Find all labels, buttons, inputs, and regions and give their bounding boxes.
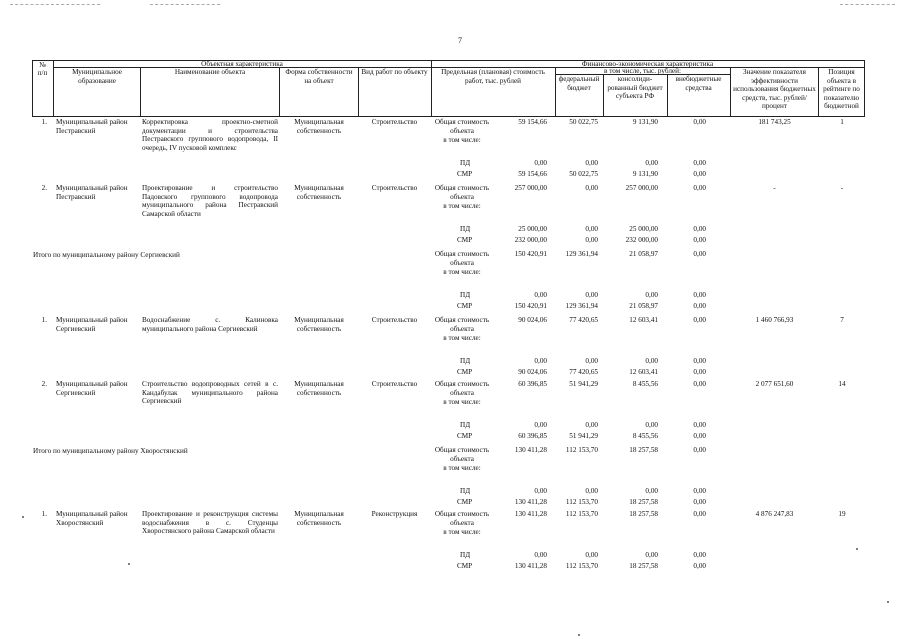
total-value: 0,00 [693,446,706,454]
in-that-label: в том числе: [443,202,481,210]
total-value: 0,00 [693,184,706,192]
total-value: 12 603,41 [629,316,658,324]
object-label: объекта [450,127,474,135]
pd-value: 0,00 [534,159,547,167]
total-value: 50 022,75 [569,118,598,126]
total-value: 9 131,90 [632,118,658,126]
work-type-cell: Строительство [371,316,418,324]
total-value: 60 396,85 [518,380,547,388]
total-value: 77 420,65 [569,316,598,324]
smr-value: 0,00 [693,432,706,440]
efficiency-cell: - [773,184,776,192]
pd-label: ПД [460,487,471,495]
object-name-cell: Корректировка проектно-сметной документации и строительства Пестравского группового водопровода, II очередь, IV пусковой комплекс [142,118,278,152]
smr-value: 0,00 [693,302,706,310]
in-that-label: в том числе: [443,268,481,276]
pd-value: 0,00 [645,487,658,495]
total-cost-label: Общая стоимость [434,316,490,324]
objective-group-header: Объектная характеристика [201,60,283,68]
pd-value: 0,00 [585,487,598,495]
smr-value: 0,00 [693,170,706,178]
object-name-header: Наименование объекта [174,68,246,76]
pd-value: 0,00 [645,357,658,365]
total-value: 90 024,06 [518,316,547,324]
smr-label: СМР [457,562,473,570]
in-that-label: в том числе: [443,136,481,144]
total-value: 0,00 [693,380,706,388]
smr-value: 130 411,28 [514,498,547,506]
smr-value: 129 361,94 [565,302,598,310]
pd-label: ПД [460,357,471,365]
total-value: 130 411,28 [514,510,547,518]
smr-value: 77 420,65 [569,368,598,376]
including-header: в том числе, тыс. рублей: [604,67,681,75]
smr-value: 12 603,41 [629,368,658,376]
pd-value: 0,00 [693,487,706,495]
total-cost-label: Общая стоимость [434,380,490,388]
total-value: 0,00 [693,250,706,258]
in-that-label: в том числе: [443,528,481,536]
total-value: 0,00 [585,184,598,192]
extrabudget-header: внебюджетные средства [675,75,722,92]
total-value: 0,00 [693,316,706,324]
financial-group-header: Финансово-экономическая характеристика [581,60,714,68]
smr-value: 112 153,70 [565,498,598,506]
scan-artifact-line [10,4,100,5]
smr-value: 0,00 [693,368,706,376]
work-type-cell: Строительство [371,184,418,192]
smr-label: СМР [457,302,473,310]
scan-artifact-speck [128,563,130,565]
scan-artifact-speck [887,601,889,603]
ownership-cell: Муниципальная собственность [294,316,344,333]
federal-header: федеральный бюджет [558,75,600,92]
pd-value: 25 000,00 [518,225,547,233]
work-type-cell: Строительство [371,118,418,126]
in-that-label: в том числе: [443,464,481,472]
pd-value: 25 000,00 [629,225,658,233]
scan-artifact-line [150,4,220,5]
row-number: 1. [41,510,47,518]
in-that-label: в том числе: [443,398,481,406]
efficiency-cell: 2 077 651,60 [755,380,794,388]
municipality-cell: Муниципальный район Пестравский [56,118,128,135]
ownership-cell: Муниципальная собственность [294,380,344,397]
pd-value: 0,00 [645,421,658,429]
pd-label: ПД [460,551,471,559]
smr-value: 90 024,06 [518,368,547,376]
work-type-cell: Реконструкция [371,510,418,518]
pd-value: 0,00 [585,357,598,365]
pd-value: 0,00 [693,291,706,299]
smr-label: СМР [457,236,473,244]
total-cost-label: Общая стоимость [434,250,490,258]
total-cost-label: Общая стоимость [434,118,490,126]
total-value: 8 455,56 [632,380,658,388]
total-cost-label: Общая стоимость [434,184,490,192]
pd-value: 0,00 [645,551,658,559]
efficiency-header: Значение показателя эффективности использования бюджетных средств, тыс. рублей/процент [733,68,816,111]
smr-value: 18 257,58 [629,498,658,506]
efficiency-cell: 4 876 247,83 [755,510,794,518]
col-pp-header: п/п [37,69,48,77]
pd-value: 0,00 [693,551,706,559]
pd-value: 0,00 [585,225,598,233]
municipality-header: Муниципальное образование [72,68,122,85]
position-cell: - [840,184,844,192]
municipality-cell: Муниципальный район Сергиевский [56,316,128,333]
ownership-cell: Муниципальная собственность [294,184,344,201]
ownership-cell: Муниципальная собственность [294,118,344,135]
pd-value: 0,00 [693,225,706,233]
pd-value: 0,00 [585,291,598,299]
scan-artifact-speck [578,634,580,636]
object-name-cell: Проектирование и строительство Падовского группового водопровода муниципального района Пестравский Самарской области [142,184,278,218]
pd-value: 0,00 [585,421,598,429]
total-cost-label: Общая стоимость [434,446,490,454]
row-number: 2. [41,380,47,388]
total-value: 0,00 [693,118,706,126]
smr-label: СМР [457,498,473,506]
pd-value: 0,00 [693,159,706,167]
municipality-cell: Муниципальный район Пестравский [56,184,128,201]
ownership-cell: Муниципальная собственность [294,510,344,527]
pd-value: 0,00 [693,357,706,365]
smr-value: 0,00 [693,236,706,244]
smr-value: 150 420,91 [514,302,547,310]
total-value: 129 361,94 [565,250,598,258]
position-cell: 1 [840,118,844,126]
pd-value: 0,00 [534,487,547,495]
total-value: 0,00 [693,510,706,518]
smr-value: 0,00 [693,498,706,506]
total-value: 51 941,29 [569,380,598,388]
pd-value: 0,00 [585,159,598,167]
total-value: 18 257,58 [629,446,658,454]
pd-value: 0,00 [645,159,658,167]
scan-artifact-speck [856,548,858,550]
pd-label: ПД [460,291,471,299]
efficiency-cell: 181 743,25 [758,118,791,126]
object-label: объекта [450,325,474,333]
object-label: объекта [450,519,474,527]
smr-value: 18 257,58 [629,562,658,570]
row-number: 1. [41,316,47,324]
smr-label: СМР [457,368,473,376]
pd-label: ПД [460,421,471,429]
in-that-label: в том числе: [443,334,481,342]
smr-value: 0,00 [693,562,706,570]
work-type-cell: Строительство [371,380,418,388]
smr-value: 0,00 [585,236,598,244]
pd-value: 0,00 [534,357,547,365]
object-label: объекта [450,455,474,463]
section-total-label: Итого по муниципальному району Хворостянский [33,447,188,455]
efficiency-cell: 1 460 766,93 [755,316,794,324]
object-name-cell: Строительство водопроводных сетей в с. Кандабулак муниципального района Сергиевский [142,380,278,406]
row-number: 1. [41,118,47,126]
consolidated-header: консолиди-рованный бюджет субъекта РФ [607,75,663,101]
total-value: 112 153,70 [565,510,598,518]
smr-value: 9 131,90 [632,170,658,178]
total-value: 59 154,66 [518,118,547,126]
planned-cost-header: Предельная (плановая) стоимость работ, тыс. рублей [441,68,545,85]
smr-value: 232 000,00 [514,236,547,244]
total-value: 21 058,97 [629,250,658,258]
object-label: объекта [450,259,474,267]
pd-value: 0,00 [693,421,706,429]
object-name-cell: Водоснабжение с. Калиновка муниципального района Сергиевский [142,316,278,333]
municipality-cell: Муниципальный район Сергиевский [56,380,128,397]
smr-value: 112 153,70 [565,562,598,570]
smr-label: СМР [457,432,473,440]
position-header: Позиция объекта в рейтинге по показателю бюджетной [823,68,860,111]
pd-value: 0,00 [534,291,547,299]
pd-value: 0,00 [534,551,547,559]
position-cell: 19 [838,510,846,518]
work-type-header: Вид работ по объекту [361,68,428,76]
municipality-cell: Муниципальный район Хворостянский [56,510,128,527]
pd-label: ПД [460,159,471,167]
page-number: 7 [458,36,462,45]
scan-artifact-line [840,4,895,5]
position-cell: 14 [838,380,846,388]
row-number: 2. [41,184,47,192]
smr-value: 50 022,75 [569,170,598,178]
col-number-header: № [39,61,46,69]
section-total-label: Итого по муниципальному району Сергиевский [33,251,180,259]
object-label: объекта [450,389,474,397]
object-name-cell: Проектирование и реконструкция системы водоснабжения в с. Студенцы Хворостянского района Самарской области [142,510,278,536]
smr-value: 59 154,66 [518,170,547,178]
pd-value: 0,00 [585,551,598,559]
total-cost-label: Общая стоимость [434,510,490,518]
pd-label: ПД [460,225,471,233]
total-value: 130 411,28 [514,446,547,454]
total-value: 18 257,58 [629,510,658,518]
position-cell: 7 [840,316,844,324]
smr-value: 51 941,29 [569,432,598,440]
total-value: 112 153,70 [565,446,598,454]
total-value: 257 000,00 [514,184,547,192]
total-value: 257 000,00 [625,184,658,192]
smr-value: 60 396,85 [518,432,547,440]
smr-value: 8 455,56 [632,432,658,440]
ownership-header: Форма собственности на объект [285,68,353,85]
smr-value: 130 411,28 [514,562,547,570]
smr-value: 232 000,00 [625,236,658,244]
smr-value: 21 058,97 [629,302,658,310]
pd-value: 0,00 [534,421,547,429]
total-value: 150 420,91 [514,250,547,258]
smr-label: СМР [457,170,473,178]
object-label: объекта [450,193,474,201]
scan-artifact-speck [22,516,24,518]
pd-value: 0,00 [645,291,658,299]
